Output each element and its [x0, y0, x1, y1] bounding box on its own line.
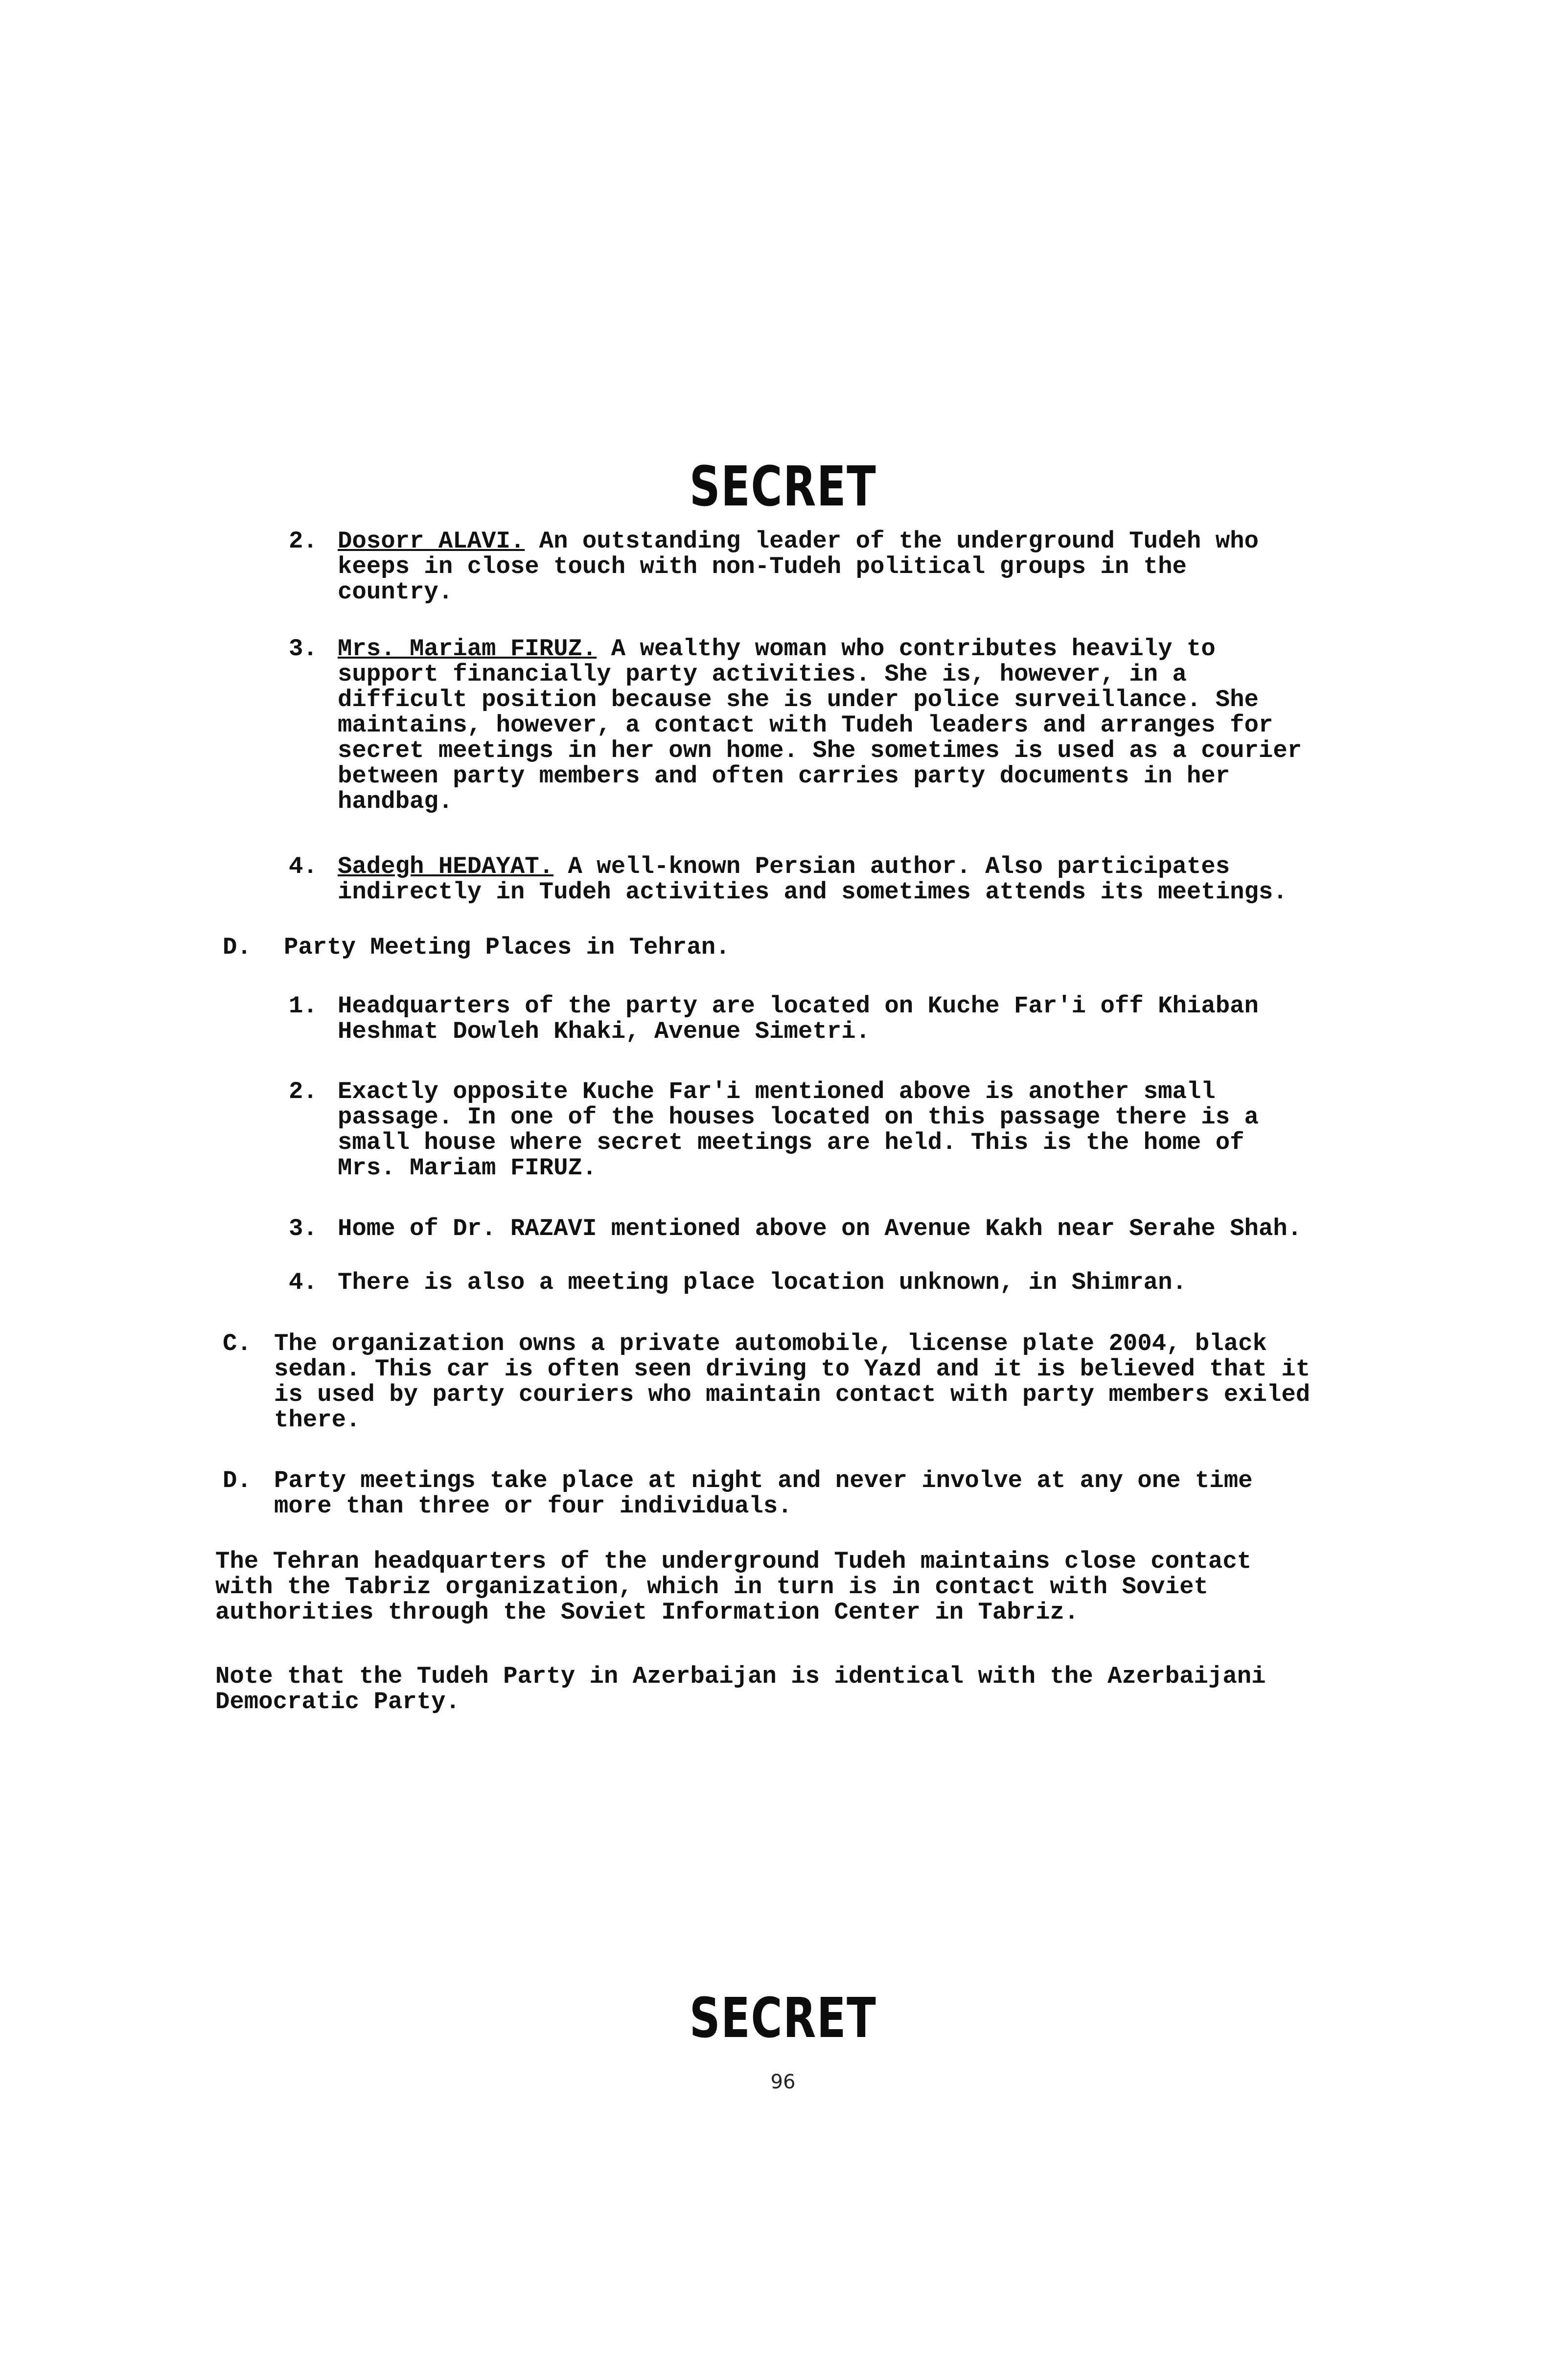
item-4-text: A well-known Persian author. Also participates indirectly in Tudeh activities and sometimes attends its meetings.	[338, 853, 1288, 906]
secret-stamp-top: SECRET	[689, 455, 877, 519]
item-3-marker: 3.	[289, 635, 318, 663]
secret-stamp-bottom: SECRET	[689, 1987, 877, 2050]
d-item-2-marker: 2.	[289, 1078, 318, 1105]
d-item-4: There is also a meeting place location unknown, in Shimran.	[338, 1269, 1187, 1296]
d-item-3: Home of Dr. RAZAVI mentioned above on Avenue Kakh near Serahe Shah.	[338, 1215, 1302, 1242]
item-3-text: A wealthy woman who contributes heavily to support financially party activities. She is, however, in a difficult position because she is under police surveillance. She maintains, however, a contact with Tudeh leaders and arranges for secret meetings in her own home. She sometimes is used as a courier between party members and often carries party documents in her handbag.	[338, 635, 1316, 815]
section-d-marker: D.	[223, 934, 252, 961]
item-2-text: An outstanding leader of the underground Tudeh who keeps in close touch with non-Tudeh political groups in the country.	[338, 527, 1273, 606]
section-c-text: The organization owns a private automobile, license plate 2004, black sedan. This car is often seen driving to Yazd and it is believed that it is used by party couriers who maintain contact with party members exiled there.	[274, 1330, 1325, 1434]
item-4-marker: 4.	[289, 853, 318, 880]
item-4-name: Sadegh HEDAYAT.	[338, 853, 554, 880]
item-2	[338, 528, 1307, 605]
item-4	[338, 854, 1307, 905]
d-item-2: Exactly opposite Kuche Far'i mentioned above is another small passage. In one of the houses located on this passage there is a small house where secret meetings are held. This is the home of Mrs. Mariam FIRUZ.	[338, 1078, 1273, 1182]
d-item-1-marker: 1.	[289, 992, 318, 1020]
section-d-heading: Party Meeting Places in Tehran.	[284, 934, 730, 961]
section-d2-text: Party meetings take place at night and never involve at any one time more than three or four individuals.	[274, 1467, 1267, 1520]
d-item-1: Headquarters of the party are located on Kuche Far'i off Khiaban Heshmat Dowleh Khaki, Avenue Simetri.	[338, 992, 1273, 1045]
item-2-name: Dosorr ALAVI.	[338, 527, 525, 555]
section-c-marker: C.	[223, 1330, 252, 1357]
item-3	[338, 635, 1316, 815]
d-item-4-marker: 4.	[289, 1269, 318, 1296]
tehran-paragraph: The Tehran headquarters of the underground Tudeh maintains close contact with the Tabriz organization, which in turn is in contact with Soviet authorities through the Soviet Information Center in Tabriz.	[215, 1548, 1266, 1626]
d-item-3-marker: 3.	[289, 1215, 318, 1242]
section-d2-marker: D.	[223, 1467, 252, 1494]
page-number: 96	[770, 2071, 796, 2093]
azerbaijan-note: Note that the Tudeh Party in Azerbaijan is identical with the Azerbaijani Democratic Party.	[215, 1663, 1280, 1716]
item-3-name: Mrs. Mariam FIRUZ.	[338, 635, 597, 663]
item-2-marker: 2.	[289, 527, 318, 555]
